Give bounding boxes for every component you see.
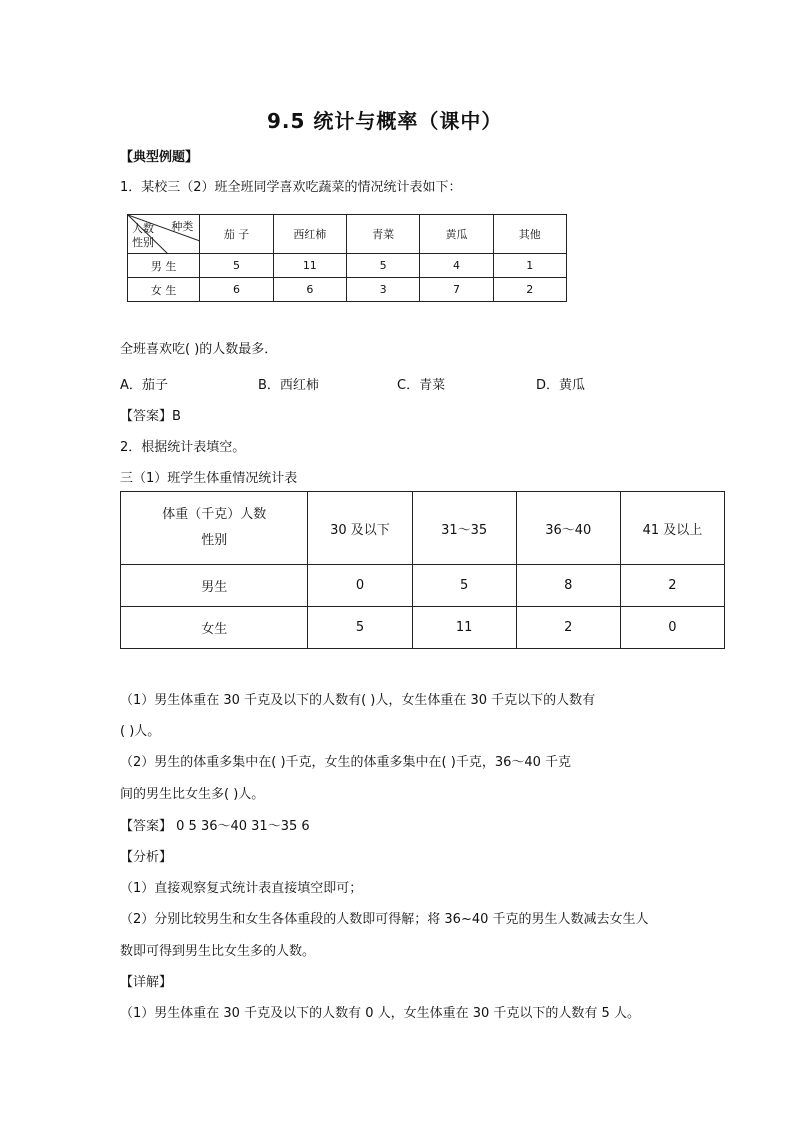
table-cell: 3 xyxy=(346,278,419,302)
analysis-label: 【分析】 xyxy=(120,850,173,865)
column-header: 31～35 xyxy=(412,492,516,565)
weight-table-header-row xyxy=(121,492,725,565)
option-c: C．青菜 xyxy=(397,378,446,393)
table-cell: 0 xyxy=(308,565,412,607)
table-row xyxy=(128,254,567,278)
q2-prompt: 2．根据统计表填空。 xyxy=(120,440,246,455)
table-cell: 4 xyxy=(420,254,493,278)
q1-question: 全班喜欢吃( )的人数最多． xyxy=(120,342,278,357)
column-header: 青菜 xyxy=(346,215,419,254)
q2-sub2-line1: （2）男生的体重多集中在( )千克，女生的体重多集中在( )千克，36～40 千克 xyxy=(120,755,572,770)
table-row xyxy=(121,565,725,607)
table-cell: 6 xyxy=(273,278,346,302)
column-header: 茄 子 xyxy=(200,215,273,254)
table-cell: 2 xyxy=(620,565,724,607)
weight-table-corner xyxy=(121,492,308,565)
table-cell: 7 xyxy=(420,278,493,302)
column-header: 黄瓜 xyxy=(420,215,493,254)
option-a: A．茄子 xyxy=(120,378,168,393)
detail-line-1: （1）男生体重在 30 千克及以下的人数有 0 人，女生体重在 30 千克以下的人数有 5 人。 xyxy=(120,1006,640,1021)
table-row xyxy=(128,278,567,302)
q2-sub1-line1: （1）男生体重在 30 千克及以下的人数有( )人，女生体重在 30 千克以下的人数有 xyxy=(120,693,596,708)
column-header: 41 及以上 xyxy=(620,492,724,565)
row-label: 男 生 xyxy=(128,254,200,278)
page-title: 9.5 统计与概率（课中） xyxy=(267,109,503,133)
column-header: 36～40 xyxy=(516,492,620,565)
analysis-line-2: （2）分别比较男生和女生各体重段的人数即可得解；将 36~40 千克的男生人数减去女生人 xyxy=(120,912,649,927)
column-header: 其他 xyxy=(493,215,566,254)
table-cell: 5 xyxy=(308,607,412,649)
row-label: 女 生 xyxy=(128,278,200,302)
table-cell: 8 xyxy=(516,565,620,607)
corner-top-label: 种类 xyxy=(171,220,194,233)
table-cell: 2 xyxy=(493,278,566,302)
table-cell: 5 xyxy=(412,565,516,607)
vegetable-table-corner xyxy=(128,215,200,254)
table-cell: 2 xyxy=(516,607,620,649)
vegetable-table xyxy=(127,214,567,302)
q2-sub2-line2: 间的男生比女生多( )人。 xyxy=(120,787,265,802)
q2-answer: 【答案】 0 5 36～40 31～35 6 xyxy=(120,819,310,834)
corner-mid-label: 人数 xyxy=(132,222,154,235)
table-cell: 5 xyxy=(200,254,273,278)
q2-sub1-line2: ( )人。 xyxy=(120,724,161,739)
q2-table-title: 三（1）班学生体重情况统计表 xyxy=(120,471,298,486)
column-header: 30 及以下 xyxy=(308,492,412,565)
analysis-line-3: 数即可得到男生比女生多的人数。 xyxy=(120,944,316,959)
table-cell: 11 xyxy=(412,607,516,649)
table-cell: 1 xyxy=(493,254,566,278)
q1-answer: 【答案】B xyxy=(120,409,181,424)
table-row xyxy=(121,607,725,649)
analysis-line-1: （1）直接观察复式统计表直接填空即可； xyxy=(120,881,363,896)
vegetable-table-header-row xyxy=(128,215,567,254)
corner-line-1: 体重（千克）人数 xyxy=(162,507,267,522)
table-cell: 6 xyxy=(200,278,273,302)
table-cell: 5 xyxy=(346,254,419,278)
option-d: D．黄瓜 xyxy=(536,378,586,393)
detail-label: 【详解】 xyxy=(120,975,173,990)
row-label: 男生 xyxy=(121,565,308,607)
section-label: 【典型例题】 xyxy=(120,150,199,165)
table-cell: 0 xyxy=(620,607,724,649)
table-cell: 11 xyxy=(273,254,346,278)
row-label: 女生 xyxy=(121,607,308,649)
column-header: 西红柿 xyxy=(273,215,346,254)
corner-bottom-label: 性别 xyxy=(132,236,154,249)
q1-prompt: 1．某校三（2）班全班同学喜欢吃蔬菜的情况统计表如下： xyxy=(120,180,462,195)
weight-table xyxy=(120,491,725,649)
option-b: B．西红柿 xyxy=(258,378,319,393)
corner-line-2: 性别 xyxy=(201,533,228,548)
